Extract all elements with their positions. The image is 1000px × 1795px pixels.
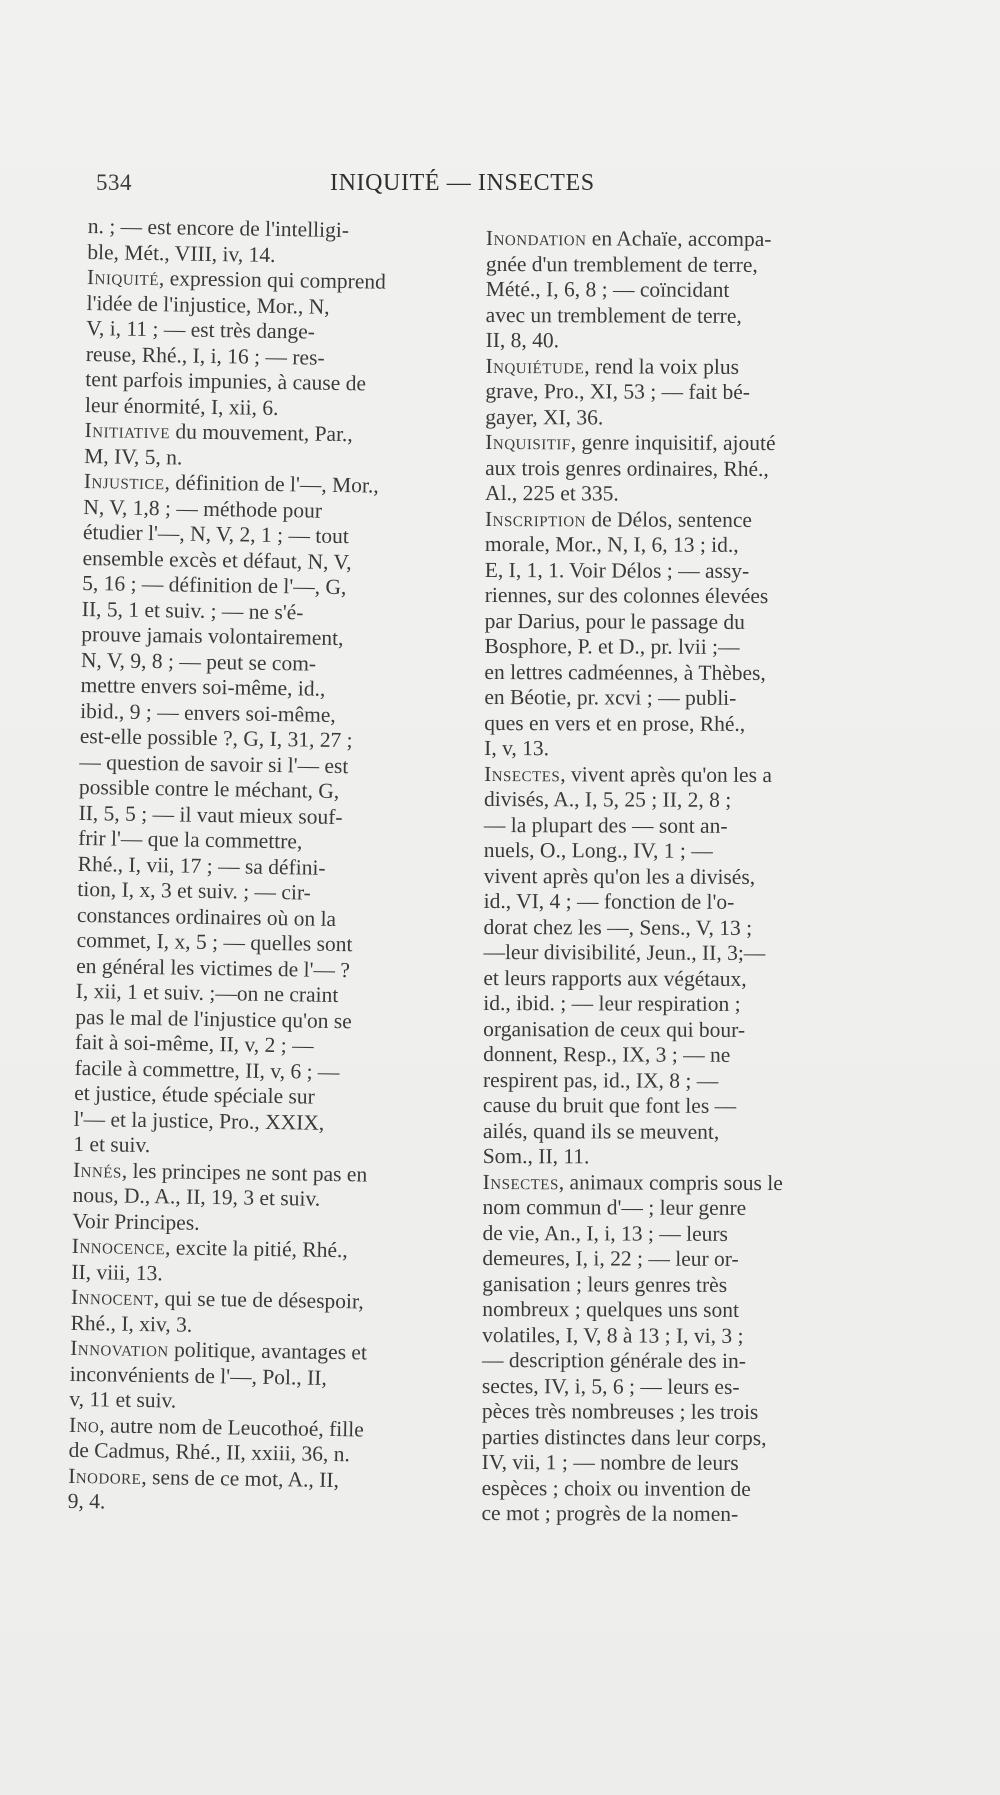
entry-line: n. ; — est encore de l'intelligi- xyxy=(87,214,350,243)
entry-line: aux trois genres ordinaires, Rhé., xyxy=(485,455,769,481)
entry-headword: Innovation xyxy=(69,1335,169,1362)
entry-headword: Inondation xyxy=(485,226,587,251)
entry-line: II, 5, 5 ; — il vaut mieux souf- xyxy=(78,800,343,829)
index-entry xyxy=(485,430,855,508)
index-entry xyxy=(484,506,855,762)
entry-headword: Injustice xyxy=(83,468,165,495)
entry-line: l'idée de l'injustice, Mor., N, xyxy=(86,290,330,319)
entry-line xyxy=(485,226,856,253)
entry-line: gayer, XI, 36. xyxy=(485,404,604,429)
entry-text: politique, avantages et xyxy=(168,1337,368,1365)
entry-line: pas le mal de l'injustice qu'on se xyxy=(75,1004,352,1033)
entry-line: en Béotie, pr. xcvi ; — publi- xyxy=(484,684,737,710)
entry-line: 9, 4. xyxy=(67,1488,106,1514)
entry-line: pèces très nombreuses ; les trois xyxy=(481,1398,759,1424)
index-entry xyxy=(481,1169,852,1527)
entry-line: divisés, A., I, 5, 25 ; II, 2, 8 ; xyxy=(483,786,732,812)
entry-line: inconvénients de l'—, Pol., II, xyxy=(69,1361,328,1390)
entry-line: Voir Principes. xyxy=(72,1208,200,1235)
entry-text: , sens de ce mot, A., II, xyxy=(141,1464,340,1492)
index-entry xyxy=(73,469,452,1163)
entry-line: respirent pas, id., IX, 8 ; — xyxy=(482,1067,719,1093)
entry-line: — la plupart des — sont an- xyxy=(483,812,728,838)
index-entry xyxy=(485,353,855,431)
entry-line: volatiles, I, V, 8 à 13 ; I, vi, 3 ; xyxy=(482,1322,744,1348)
entry-line: tent parfois impunies, à cause de xyxy=(85,366,367,396)
entry-line: II, viii, 13. xyxy=(71,1259,163,1285)
entry-line: facile à commettre, II, v, 6 ; — xyxy=(74,1055,340,1084)
entry-line: v, 11 et suiv. xyxy=(69,1386,177,1413)
entry-line: ques en vers et en prose, Rhé., xyxy=(484,710,746,736)
entry-text: du mouvement, Par., xyxy=(169,419,353,447)
entry-headword: Inquiétude xyxy=(485,353,585,378)
entry-line: possible contre le méchant, G, xyxy=(78,774,340,804)
entry-line: est-elle possible ?, G, I, 31, 27 ; xyxy=(79,723,353,753)
entry-line: 1 et suiv. xyxy=(73,1131,151,1158)
index-entry xyxy=(70,1285,439,1342)
index-entry xyxy=(69,1336,438,1418)
entry-line: N, V, 1,8 ; — méthode pour xyxy=(83,494,323,523)
entry-line: étudier l'—, N, V, 2, 1 ; — tout xyxy=(82,519,350,549)
entry-headword: Inscription xyxy=(484,506,587,531)
entry-line: E, I, 1, 1. Voir Délos ; — assy- xyxy=(484,557,750,583)
entry-line: et justice, étude spéciale sur xyxy=(74,1080,315,1109)
entry-text: , les principes ne sont pas en xyxy=(121,1158,368,1187)
entry-line: organisation de ceux qui bour- xyxy=(483,1016,746,1042)
entry-line: id., ibid. ; — leur respiration ; xyxy=(483,990,741,1016)
entry-line: Rhé., I, xiv, 3. xyxy=(70,1310,193,1337)
entry-line: dorat chez les —, Sens., V, 13 ; xyxy=(483,914,753,940)
entry-line: nuels, O., Long., IV, 1 ; — xyxy=(483,837,713,863)
entry-line: frir l'— que la commettre, xyxy=(78,825,303,854)
entry-line: parties distinctes dans leur corps, xyxy=(481,1424,767,1450)
entry-line: Bosphore, P. et D., pr. lvii ;— xyxy=(484,633,740,659)
entry-line: fait à soi-même, II, v, 2 ; — xyxy=(74,1029,314,1058)
entry-line: IV, vii, 1 ; — nombre de leurs xyxy=(481,1449,739,1475)
entry-line: — description générale des in- xyxy=(481,1347,746,1373)
entry-line: M, IV, 5, n. xyxy=(84,443,183,470)
index-entry xyxy=(84,418,453,475)
entry-line: nous, D., A., II, 19, 3 et suiv. xyxy=(72,1182,321,1211)
entry-line: l'— et la justice, Pro., XXIX, xyxy=(73,1106,325,1135)
entry-line: en général les victimes de l'— ? xyxy=(76,953,351,982)
entry-line: ce mot ; progrès de la nomen- xyxy=(481,1500,739,1526)
entry-text: , qui se tue de désespoir, xyxy=(153,1286,364,1314)
entry-headword: Initiative xyxy=(84,417,171,444)
entry-line: V, i, 11 ; — est très dange- xyxy=(86,315,316,344)
entry-headword: Insectes xyxy=(482,1169,559,1194)
entry-line: reuse, Rhé., I, i, 16 ; — res- xyxy=(85,341,325,370)
entry-text: , genre inquisitif, ajouté xyxy=(570,430,776,456)
entry-headword: Inquisitif xyxy=(485,429,571,455)
index-entry xyxy=(68,1412,437,1469)
entry-line: constances ordinaires où on la xyxy=(76,902,337,931)
entry-text: , excite la pitié, Rhé., xyxy=(164,1235,348,1263)
entry-line: II, 8, 40. xyxy=(485,327,560,353)
entry-line xyxy=(484,761,854,789)
entry-line: leur énormité, I, xii, 6. xyxy=(84,392,279,420)
entry-line: ensemble excès et défaut, N, V, xyxy=(82,545,352,574)
entry-line: grave, Pro., XI, 53 ; — fait bé- xyxy=(485,378,750,404)
entry-line: ibid., 9 ; — envers soi-même, xyxy=(80,698,336,727)
entry-text: , vivent après qu'on les a xyxy=(560,761,772,787)
entry-headword: Inodore xyxy=(67,1463,142,1489)
entry-line xyxy=(67,1463,436,1495)
entry-headword: Insectes xyxy=(484,761,561,786)
entry-line: riennes, sur des colonnes élevées xyxy=(484,582,769,608)
entry-line: donnent, Resp., IX, 3 ; — ne xyxy=(483,1041,731,1067)
entry-line: ailés, quand ils se meuvent, xyxy=(482,1118,720,1144)
entry-line: morale, Mor., N, I, 6, 13 ; id., xyxy=(484,531,739,557)
entry-line: commet, I, x, 5 ; — quelles sont xyxy=(76,927,353,957)
entry-text: , expression qui comprend xyxy=(158,266,387,294)
entry-text: en Achaïe, accompa- xyxy=(586,226,772,251)
entry-headword: Innocent xyxy=(70,1284,154,1311)
entry-line: —leur divisibilité, Jeun., II, 3;— xyxy=(483,939,766,965)
entry-text: , rend la voix plus xyxy=(584,353,740,379)
entry-line: N, V, 9, 8 ; — peut se com- xyxy=(80,647,317,676)
entry-headword: Innocence xyxy=(71,1233,166,1260)
entry-line: I, xii, 1 et suiv. ;—on ne craint xyxy=(75,978,339,1008)
entry-line: prouve jamais volontairement, xyxy=(81,621,344,651)
entry-line xyxy=(482,1169,853,1197)
entry-line: Al., 225 et 335. xyxy=(485,480,619,506)
entry-line: nom commun d'— ; leur genre xyxy=(482,1194,747,1220)
entry-line: 5, 16 ; — définition de l'—, G, xyxy=(82,570,347,600)
index-entry xyxy=(72,1157,441,1239)
entry-line: tion, I, x, 3 et suiv. ; — cir- xyxy=(77,876,312,905)
index-entry xyxy=(68,1463,437,1520)
index-entry xyxy=(87,214,456,271)
entry-line: de vie, An., I, i, 13 ; — leurs xyxy=(482,1220,728,1246)
entry-line: vivent après qu'on les a divisés, xyxy=(483,863,756,889)
entry-line: sectes, IV, i, 5, 6 ; — leurs es- xyxy=(481,1373,740,1399)
entry-line: gnée d'un tremblement de terre, xyxy=(485,251,758,277)
index-entry xyxy=(85,265,455,424)
entry-text: , animaux compris sous le xyxy=(558,1169,783,1195)
entry-headword: Iniquité xyxy=(86,264,160,291)
entry-line: ble, Mét., VIII, iv, 14. xyxy=(87,239,276,267)
entry-line: Rhé., I, vii, 17 ; — sa défini- xyxy=(77,851,326,880)
entry-line xyxy=(484,506,855,534)
entry-line: id., VI, 4 ; — fonction de l'o- xyxy=(483,888,735,914)
right-column xyxy=(481,226,856,1528)
entry-text: , autre nom de Leucothoé, fille xyxy=(99,1412,364,1441)
entry-line: en lettres cadméennes, à Thèbes, xyxy=(484,659,766,685)
entry-line xyxy=(485,429,855,457)
entry-line: et leurs rapports aux végétaux, xyxy=(483,965,747,991)
entry-line: I, v, 13. xyxy=(484,735,550,761)
running-title: INIQUITÉ — INSECTES xyxy=(330,170,595,196)
index-entry xyxy=(71,1234,440,1291)
entry-line: avec un tremblement de terre, xyxy=(485,302,742,328)
entry-line: Mété., I, 6, 8 ; — coïncidant xyxy=(485,276,730,302)
entry-headword: Innés xyxy=(72,1157,123,1183)
entry-line: cause du bruit que font les — xyxy=(482,1092,737,1118)
entry-text: , définition de l'—, Mor., xyxy=(164,470,379,498)
left-column xyxy=(68,214,456,1520)
index-entry xyxy=(483,761,854,1170)
entry-line: de Cadmus, Rhé., II, xxiii, 36, n. xyxy=(68,1437,351,1467)
index-entry xyxy=(486,226,856,355)
entry-line: — question de savoir si l'— est xyxy=(79,749,349,778)
entry-text: de Délos, sentence xyxy=(585,506,753,532)
entry-line: ganisation ; leurs genres très xyxy=(482,1271,728,1297)
entry-headword: Ino xyxy=(68,1412,100,1437)
entry-line: nombreux ; quelques uns sont xyxy=(482,1296,740,1322)
entry-line: espèces ; choix ou invention de xyxy=(481,1475,751,1501)
entry-line: par Darius, pour le passage du xyxy=(484,608,745,634)
entry-line: Som., II, 11. xyxy=(482,1143,590,1169)
entry-line xyxy=(485,353,855,381)
entry-line: demeures, I, i, 22 ; — leur or- xyxy=(482,1245,739,1271)
entry-line: II, 5, 1 et suiv. ; — ne s'é- xyxy=(81,596,304,624)
entry-line: mettre envers soi-même, id., xyxy=(80,672,326,701)
page-number: 534 xyxy=(96,170,132,195)
